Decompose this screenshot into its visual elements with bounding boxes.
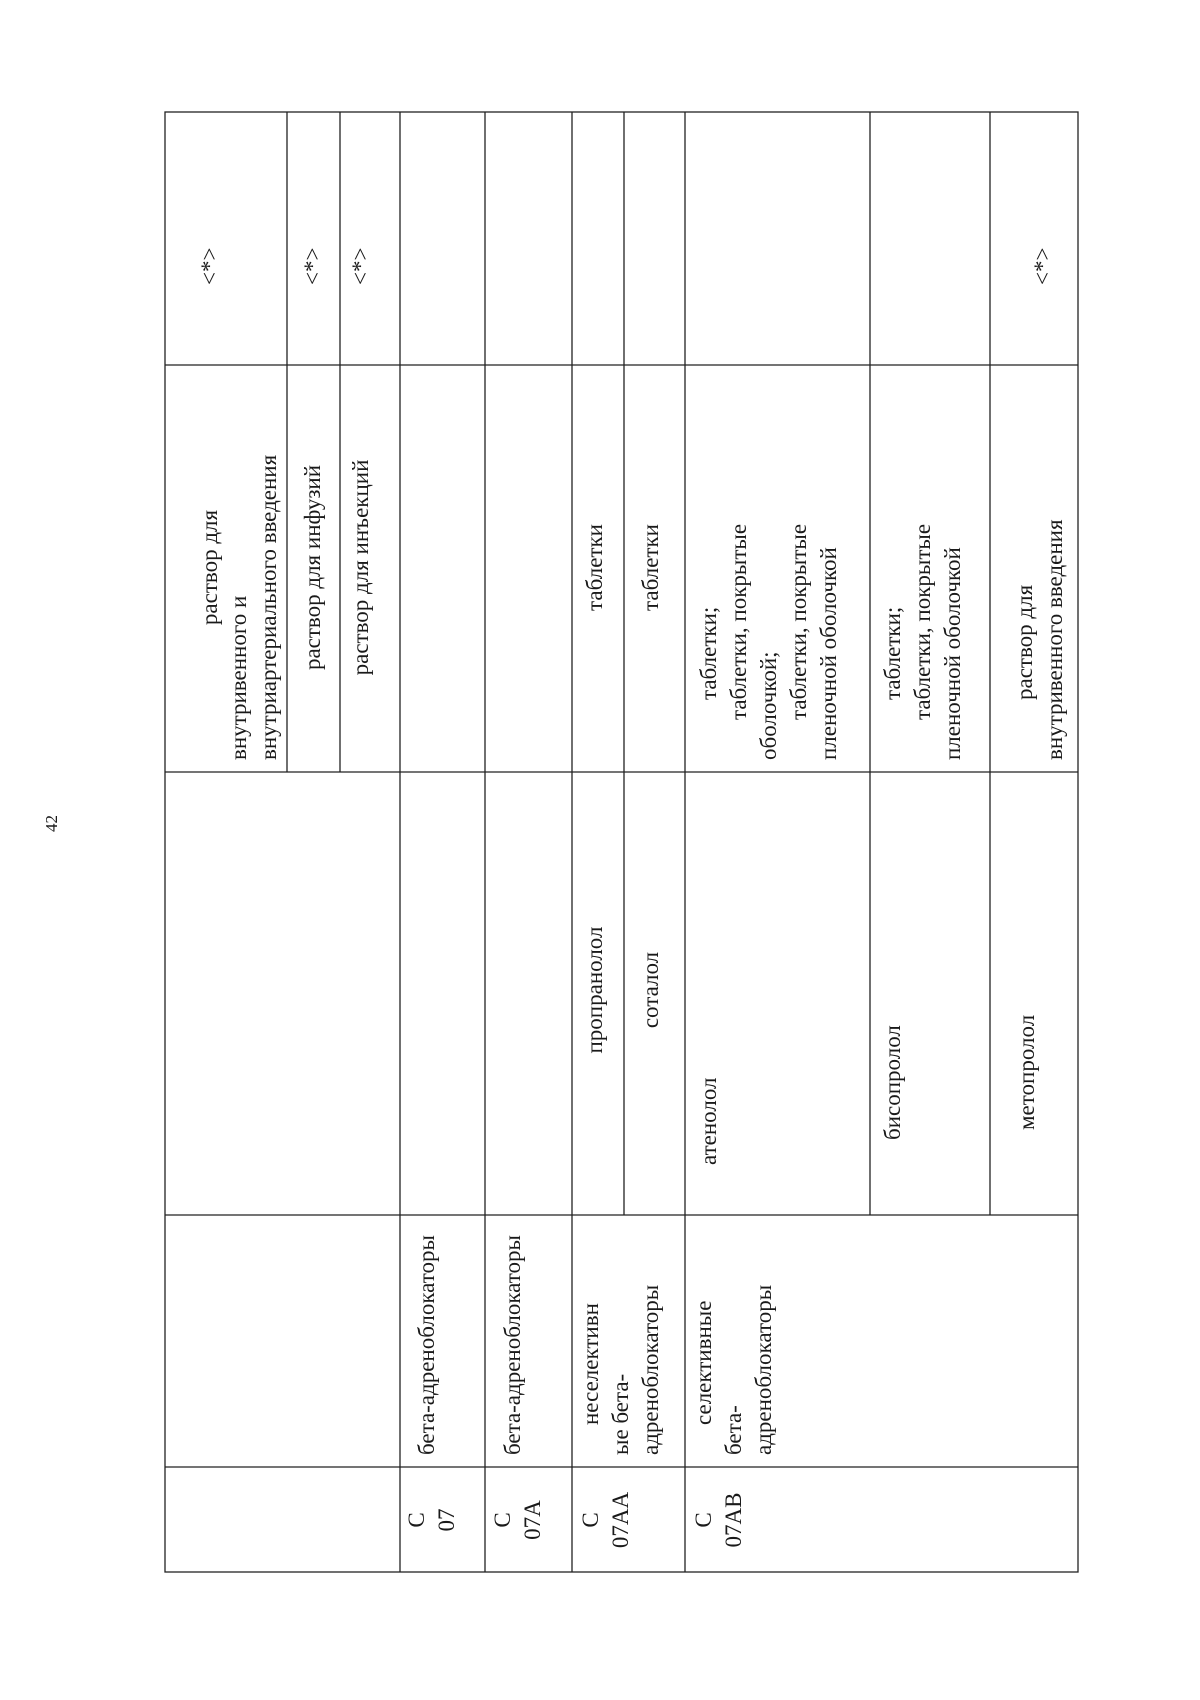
substance-name: соталол <box>638 951 663 1029</box>
mark-cell <box>298 145 328 285</box>
form-line: внутриартериального введения <box>256 454 281 760</box>
form-line: внутривенного и <box>226 595 251 760</box>
form-cell: таблетки; таблетки, покрытые пленочной оболочкой <box>880 523 965 760</box>
form-cell: раствор для внутривенного введения <box>1012 519 1067 760</box>
availability-mark: <*> <box>197 247 222 285</box>
page-number: 42 <box>42 815 61 832</box>
substance-name: пропранолол <box>582 926 607 1054</box>
form-cell: таблетки; таблетки, покрытые оболочкой; таблетки, покрытые пленочной оболочкой <box>696 523 841 760</box>
substance-name: метопролол <box>1014 1014 1039 1130</box>
mark-cell <box>195 145 225 285</box>
substance-name: атенолол <box>696 1077 721 1165</box>
form-cell: таблетки <box>582 524 607 611</box>
group-name: селективные бета- адреноблокаторы <box>691 1284 776 1455</box>
form-cell <box>298 375 328 760</box>
form-cell <box>195 375 225 760</box>
form-cell <box>224 375 284 760</box>
form-line: раствор для <box>197 509 222 626</box>
substance-name: бисопролол <box>880 1025 905 1140</box>
group-name: бета-адреноблокаторы <box>500 1235 525 1455</box>
availability-mark: <*> <box>300 247 325 285</box>
atc-code: С 07АВ <box>691 1492 746 1548</box>
form-cell: таблетки <box>638 524 663 611</box>
form-line: раствор для инфузий <box>300 464 325 671</box>
atc-code: С 07А <box>490 1500 545 1540</box>
form-cell <box>346 375 376 760</box>
atc-code: С 07АА <box>578 1491 633 1549</box>
atc-code: С 07 <box>404 1508 459 1532</box>
mark-cell <box>1028 145 1058 285</box>
availability-mark: <*> <box>348 247 373 285</box>
mark-cell <box>346 145 376 285</box>
availability-mark: <*> <box>1030 247 1055 285</box>
group-name: бета-адреноблокаторы <box>414 1235 439 1455</box>
form-line: раствор для инъекций <box>348 459 373 676</box>
group-name: неселективн ые бета- адреноблокаторы <box>578 1284 663 1455</box>
